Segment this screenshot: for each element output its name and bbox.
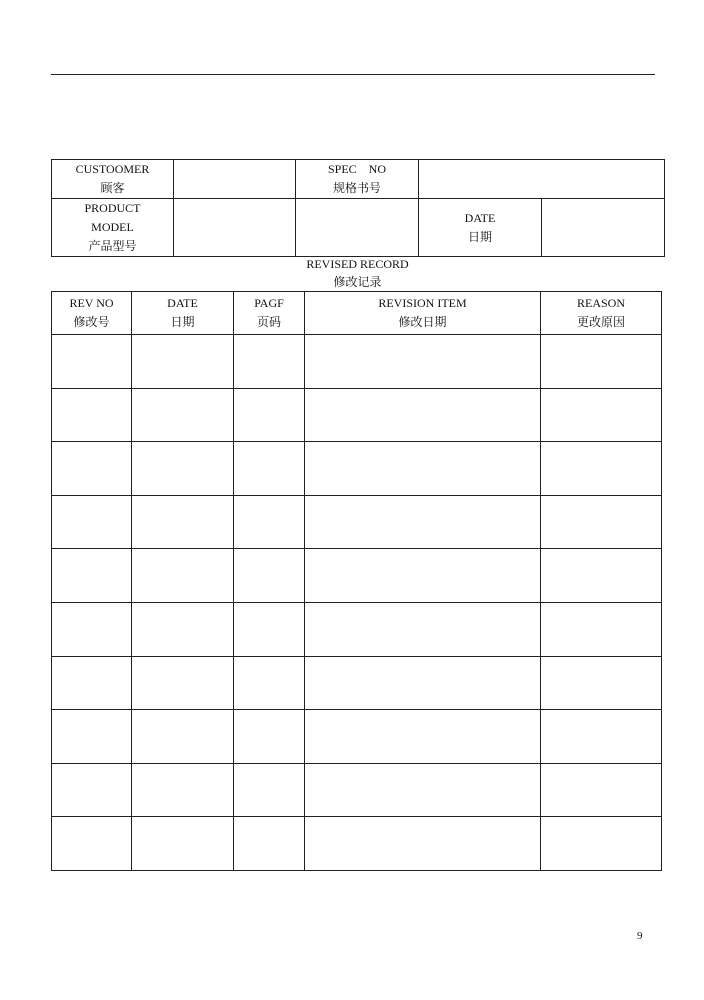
- rev-no-cell[interactable]: [52, 388, 132, 442]
- customer-value-cell[interactable]: [174, 160, 296, 199]
- customer-label-en: CUSTOOMER: [75, 162, 150, 176]
- product-model-value-cell[interactable]: [174, 199, 296, 257]
- rev-no-cell[interactable]: [52, 335, 132, 389]
- column-header-en: REVISION ITEM: [378, 296, 467, 310]
- page-cell[interactable]: [234, 549, 305, 603]
- date-cell[interactable]: [132, 710, 234, 764]
- column-header-page: [234, 292, 305, 335]
- page-cell[interactable]: [234, 602, 305, 656]
- column-header-reason: [541, 292, 662, 335]
- revision-record-table: [51, 291, 662, 871]
- product-model-label-cn: 产品型号: [88, 239, 137, 253]
- customer-label-cell: [52, 160, 174, 199]
- page-cell[interactable]: [234, 495, 305, 549]
- page-cell[interactable]: [234, 335, 305, 389]
- table-row: [52, 602, 662, 656]
- date-cell[interactable]: [132, 388, 234, 442]
- revision-item-cell[interactable]: [305, 388, 541, 442]
- page-cell[interactable]: [234, 388, 305, 442]
- column-header-cn: 日期: [170, 315, 195, 329]
- revision-item-cell[interactable]: [305, 602, 541, 656]
- date-cell[interactable]: [132, 763, 234, 817]
- revision-table-body: [52, 335, 662, 871]
- column-header-cn: 页码: [256, 315, 281, 329]
- blank-value-cell[interactable]: [296, 199, 419, 257]
- rev-no-cell[interactable]: [52, 710, 132, 764]
- column-header-date: [132, 292, 234, 335]
- rev-no-cell[interactable]: [52, 442, 132, 496]
- spec-no-label-en: SPEC NO: [327, 162, 386, 176]
- page-cell[interactable]: [234, 710, 305, 764]
- date-label-cn: 日期: [467, 229, 492, 244]
- revision-item-cell[interactable]: [305, 495, 541, 549]
- revision-item-cell[interactable]: [305, 817, 541, 871]
- revision-item-cell[interactable]: [305, 763, 541, 817]
- rev-no-cell[interactable]: [52, 495, 132, 549]
- reason-cell[interactable]: [541, 335, 662, 389]
- column-header-revision-item: [305, 292, 541, 335]
- revision-item-cell[interactable]: [305, 442, 541, 496]
- rev-no-cell[interactable]: [52, 602, 132, 656]
- header-rule: [51, 74, 655, 75]
- page-cell[interactable]: [234, 817, 305, 871]
- rev-no-cell[interactable]: [52, 656, 132, 710]
- column-header-en: DATE: [167, 296, 198, 310]
- revision-item-cell[interactable]: [305, 710, 541, 764]
- page-cell[interactable]: [234, 442, 305, 496]
- reason-cell[interactable]: [541, 442, 662, 496]
- reason-cell[interactable]: [541, 710, 662, 764]
- rev-no-cell[interactable]: [52, 763, 132, 817]
- date-cell[interactable]: [132, 442, 234, 496]
- date-cell[interactable]: [132, 602, 234, 656]
- column-header-en: PAGF: [254, 296, 284, 310]
- rev-no-cell[interactable]: [52, 817, 132, 871]
- revision-item-cell[interactable]: [305, 549, 541, 603]
- column-header-rev-no: [52, 292, 132, 335]
- page-cell[interactable]: [234, 656, 305, 710]
- product-model-label-cell: [52, 199, 174, 257]
- date-value-cell[interactable]: [542, 199, 665, 257]
- reason-cell[interactable]: [541, 495, 662, 549]
- table-row: [52, 763, 662, 817]
- date-cell[interactable]: [132, 656, 234, 710]
- table-row: [52, 656, 662, 710]
- rev-no-cell[interactable]: [52, 549, 132, 603]
- table-row: [52, 549, 662, 603]
- spec-no-value-cell[interactable]: [419, 160, 665, 199]
- page-cell[interactable]: [234, 763, 305, 817]
- column-header-cn: 修改日期: [398, 315, 447, 329]
- revised-record-title-en: REVISED RECORD: [306, 257, 409, 271]
- document-info-table: [51, 159, 665, 257]
- date-cell[interactable]: [132, 495, 234, 549]
- reason-cell[interactable]: [541, 388, 662, 442]
- spec-no-label-cell: [296, 160, 419, 199]
- revision-item-cell[interactable]: [305, 335, 541, 389]
- table-row: [52, 817, 662, 871]
- reason-cell[interactable]: [541, 763, 662, 817]
- date-cell[interactable]: [132, 549, 234, 603]
- column-header-cn: 修改号: [73, 315, 110, 329]
- table-row: [52, 495, 662, 549]
- table-row: [52, 442, 662, 496]
- reason-cell[interactable]: [541, 549, 662, 603]
- customer-label-cn: 顾客: [100, 181, 125, 195]
- reason-cell[interactable]: [541, 602, 662, 656]
- reason-cell[interactable]: [541, 817, 662, 871]
- revision-table-header-row: [52, 292, 662, 335]
- date-label-en: DATE: [464, 210, 496, 225]
- revised-record-title-cn: 修改记录: [333, 275, 382, 289]
- column-header-cn: 更改原因: [576, 315, 625, 329]
- revised-record-title: [51, 255, 664, 291]
- reason-cell[interactable]: [541, 656, 662, 710]
- product-model-label-en-2: MODEL: [91, 220, 134, 234]
- table-row: [52, 388, 662, 442]
- column-header-en: REV NO: [69, 296, 114, 310]
- table-row: [52, 335, 662, 389]
- revision-item-cell[interactable]: [305, 656, 541, 710]
- date-label-cell: [419, 199, 542, 257]
- spec-no-label-cn: 规格书号: [332, 181, 381, 195]
- date-cell[interactable]: [132, 817, 234, 871]
- table-row: [52, 710, 662, 764]
- column-header-en: REASON: [576, 296, 625, 310]
- date-cell[interactable]: [132, 335, 234, 389]
- page-number: 9: [637, 930, 643, 942]
- product-model-label-en-1: PRODUCT: [84, 201, 141, 215]
